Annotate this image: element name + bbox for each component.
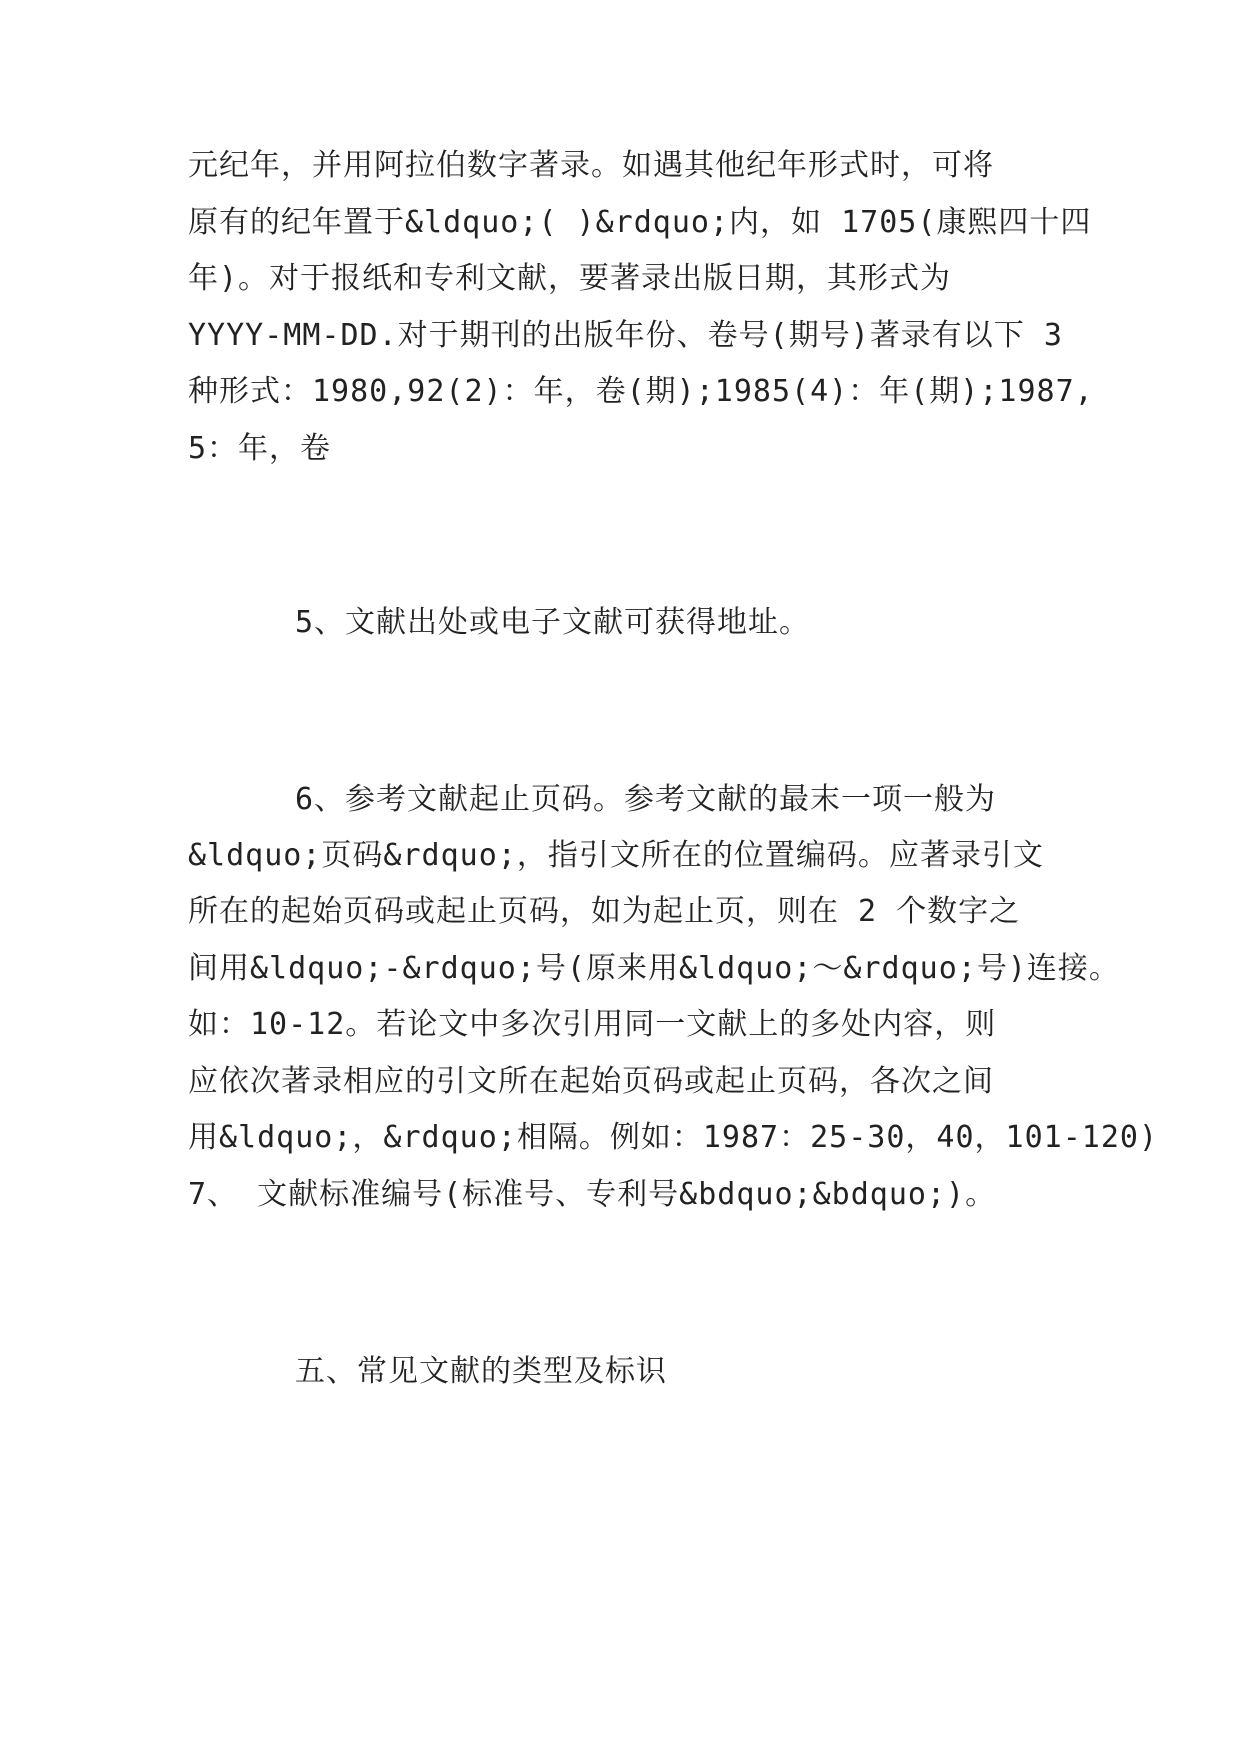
paragraph-line: &ldquo;页码&rdquo;，指引文所在的位置编码。应著录引文	[188, 838, 1044, 873]
paragraph-line: 年)。对于报纸和专利文献，要著录出版日期，其形式为	[188, 261, 952, 296]
paragraph-line: 如：10-12。若论文中多次引用同一文献上的多处内容，则	[188, 1007, 997, 1042]
paragraph-line: 间用&ldquo;-&rdquo;号(原来用&ldquo;～&rdquo;号)连接。	[188, 951, 1120, 986]
paragraph-line: YYYY-MM-DD.对于期刊的出版年份、卷号(期号)著录有以下 3	[188, 318, 1063, 353]
list-item-5: 5、文献出处或电子文献可获得地址。	[295, 605, 811, 640]
paragraph-line: 5：年，卷	[188, 431, 332, 466]
paragraph-line: 6、参考文献起止页码。参考文献的最末一项一般为	[295, 782, 997, 817]
paragraph-line: 原有的纪年置于&ldquo;( )&rdquo;内，如 1705(康熙四十四	[188, 205, 1092, 240]
section-heading: 五、常见文献的类型及标识	[295, 1354, 667, 1389]
paragraph-line: 所在的起始页码或起止页码，如为起止页，则在 2 个数字之	[188, 894, 1021, 929]
paragraph-line: 种形式：1980,92(2)：年，卷(期);1985(4)：年(期);1987,	[188, 374, 1094, 409]
paragraph-line: 用&ldquo;，&rdquo;相隔。例如：1987：25-30，40，101-120)	[188, 1120, 1159, 1155]
paragraph-line: 7、 文献标准编号(标准号、专利号&bdquo;&bdquo;)。	[188, 1177, 997, 1212]
paragraph-line: 应依次著录相应的引文所在起始页码或起止页码，各次之间	[188, 1064, 994, 1099]
paragraph-line: 元纪年，并用阿拉伯数字著录。如遇其他纪年形式时，可将	[188, 148, 994, 183]
